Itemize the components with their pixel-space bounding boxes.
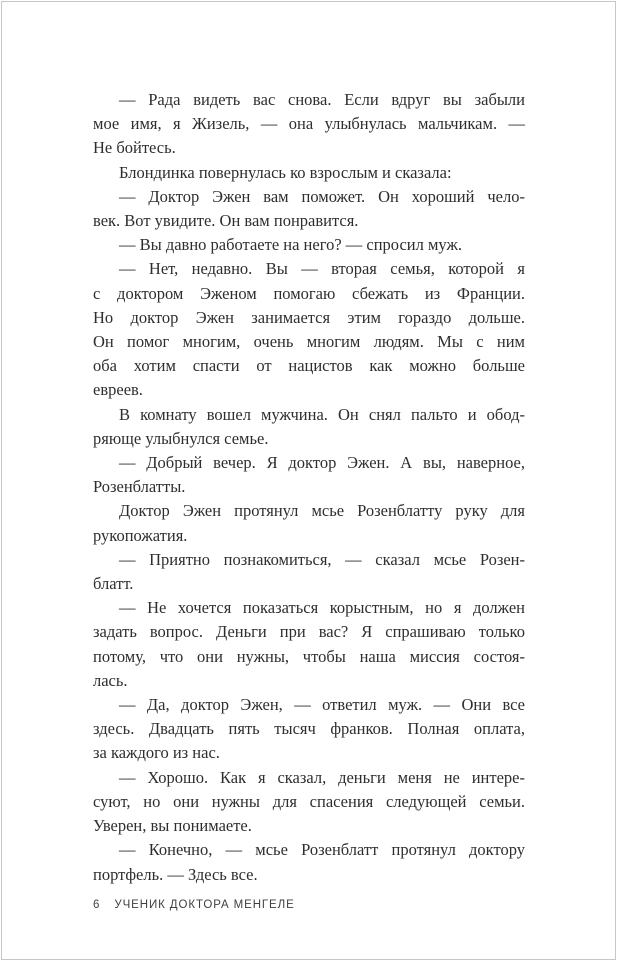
text-line: Но доктор Эжен занимается этим гораздо дольше. <box>93 307 525 327</box>
text-line: портфель. — Здесь все. <box>93 864 258 884</box>
text-line: — Конечно, — мсье Розенблатт протянул доктору <box>119 840 525 860</box>
text-line: век. Вот увидите. Он вам понравится. <box>93 211 359 231</box>
page-footer <box>93 899 295 911</box>
running-title: УЧЕНИК ДОКТОРА МЕНГЕЛЕ <box>114 899 295 911</box>
text-line: лась. <box>93 670 128 690</box>
paragraph <box>93 161 525 185</box>
text-line: задать вопрос. Деньги при вас? Я спрашиваю только <box>93 622 525 642</box>
text-block <box>93 88 525 887</box>
text-line: за каждого из нас. <box>93 743 220 763</box>
paragraph <box>93 403 525 451</box>
text-line: Розенблатты. <box>93 477 186 497</box>
text-line: Блондинка повернулась ко взрослым и сказала: <box>119 162 452 182</box>
paragraph <box>93 766 525 839</box>
paragraph <box>93 233 525 257</box>
paragraph <box>93 499 525 547</box>
text-line: — Нет, недавно. Вы — вторая семья, которой я <box>119 259 525 279</box>
text-line: блатт. <box>93 574 134 594</box>
text-line: потому, что они нужны, чтобы наша миссия состоя- <box>93 646 525 666</box>
paragraph <box>93 185 525 233</box>
paragraph <box>93 548 525 596</box>
page-number: 6 <box>93 899 100 911</box>
text-line: — Рада видеть вас снова. Если вдруг вы забыли <box>119 90 525 109</box>
text-line: — Доктор Эжен вам поможет. Он хороший чело- <box>119 186 525 206</box>
text-line: — Да, доктор Эжен, — ответил муж. — Они все <box>119 695 525 715</box>
paragraph <box>93 257 525 402</box>
text-line: Уверен, вы понимаете. <box>93 816 252 836</box>
text-line: Доктор Эжен протянул мсье Розенблатту руку для <box>119 501 525 521</box>
paragraph <box>93 693 525 766</box>
text-line: рукопожатия. <box>93 525 188 545</box>
text-line: Не бойтесь. <box>93 138 176 158</box>
paragraph <box>93 88 525 161</box>
text-line: здесь. Двадцать пять тысяч франков. Полная оплата, <box>93 719 525 739</box>
text-line: евреев. <box>93 380 143 400</box>
text-line: — Приятно познакомиться, — сказал мсье Розен- <box>119 549 525 569</box>
text-line: суют, но они нужны для спасения следующей семьи. <box>93 791 525 811</box>
text-line: оба хотим спасти от нацистов как можно больше <box>93 356 525 376</box>
text-line: мое имя, я Жизель, — она улыбнулась мальчикам. — <box>93 114 525 134</box>
text-line: ряюще улыбнулся семье. <box>93 428 269 448</box>
paragraph <box>93 838 525 886</box>
text-line: — Вы давно работаете на него? — спросил муж. <box>119 235 462 255</box>
paragraph <box>93 596 525 693</box>
paragraph <box>93 451 525 499</box>
text-line: В комнату вошел мужчина. Он снял пальто и обод- <box>119 404 525 424</box>
text-line: с доктором Эженом помогаю сбежать из Франции. <box>93 283 525 303</box>
text-line: — Хорошо. Как я сказал, деньги меня не интере- <box>119 767 525 787</box>
text-line: Он помог многим, очень многим людям. Мы с ним <box>93 332 525 352</box>
text-line: — Не хочется показаться корыстным, но я должен <box>119 598 525 618</box>
text-line: — Добрый вечер. Я доктор Эжен. А вы, наверное, <box>119 453 525 473</box>
